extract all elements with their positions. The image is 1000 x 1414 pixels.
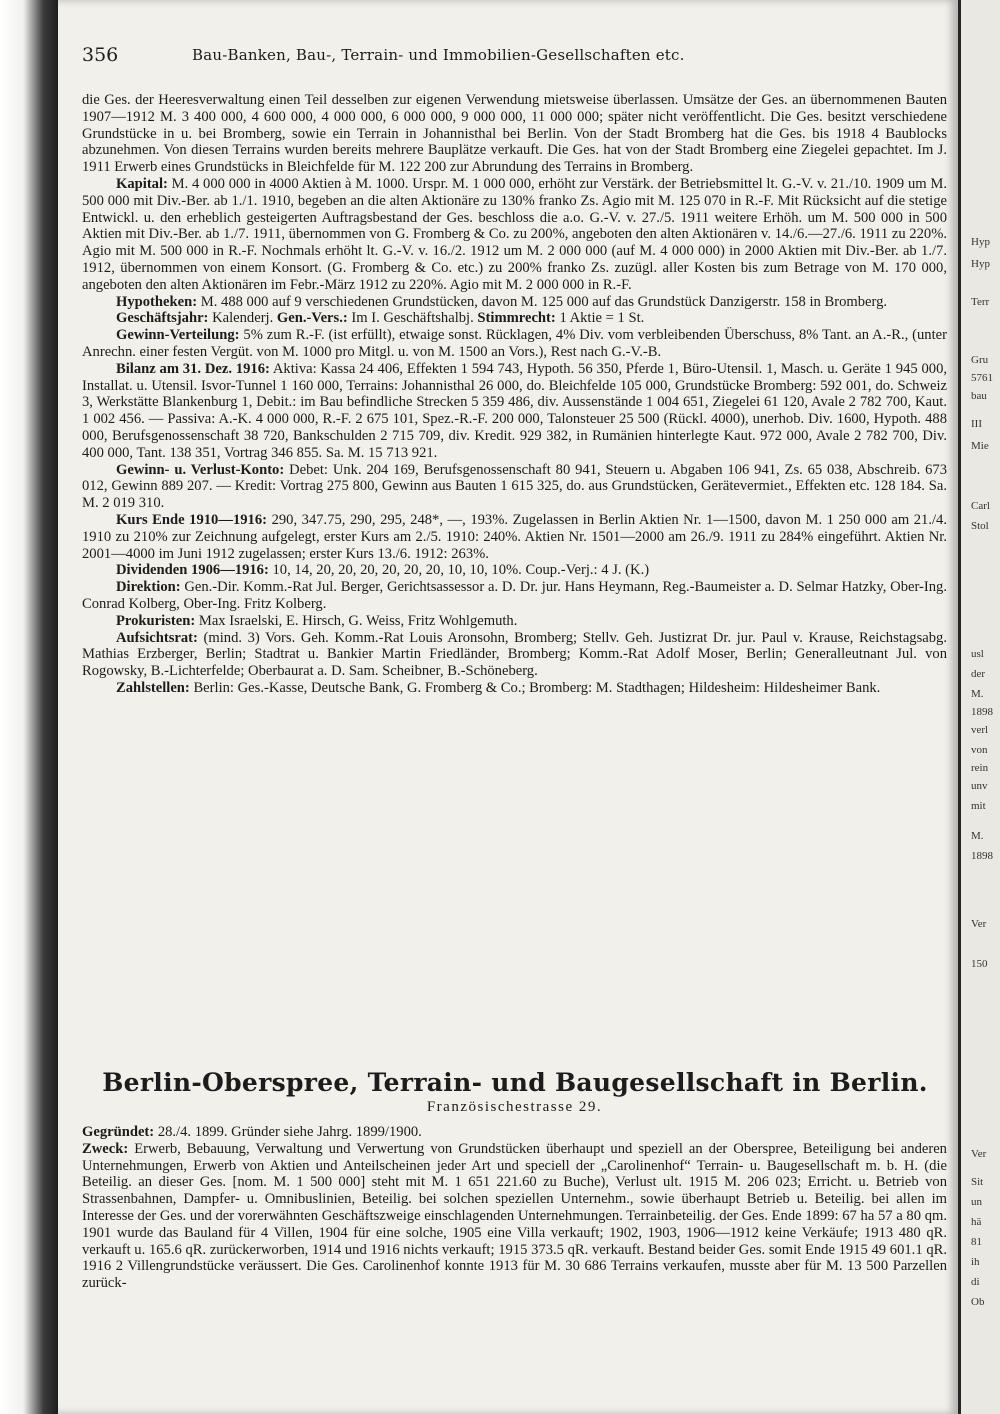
geschaeftsjahr-section [82,310,947,327]
margin-fragment: rein [971,762,989,774]
kurs-text: 290, 347.75, 290, 295, 248*, —, 193%. Zugelassen in Berlin Aktien Nr. 1—1500, davon M. 1 250 000 am 21./4. 1910 zu 210% zur Zeichnung aufgelegt, erster Kurs am 2./5. 1910: 240%. Aktien Nr. 1501—2000 am 26./9. 1911 zu 284% eingeführt. Aktien Nr. 2001—4000 im Juni 1912 zugelassen; erster Kurs 13./6. 1912: 263%. [82,511,947,562]
margin-fragment: bau [971,390,987,402]
direktion-section [82,579,947,613]
facing-page-edge [958,0,1000,1414]
company-address: Französischestrasse 29. [426,1099,603,1115]
margin-fragment: 5761 [971,372,993,384]
margin-fragment: Ver [971,1148,987,1160]
margin-fragment: Mie [971,440,989,452]
kapital-text: M. 4 000 000 in 4000 Aktien à M. 1000. Urspr. M. 1 000 000, erhöht zur Verstärk. der Betriebsmittel lt. G.-V. v. 21./10. 1909 um M. 500 000 mit Div.-Ber. ab 1./1. 1910, begeben an die alten Aktionäre zu 130% franko Zs. Agio mit M. 125 070 in R.-F. Mit Rücksicht auf die stetige Entwickl. u. den erheblich gesteigerten Auftragsbestand der Ges. beschloss die a.o. G.-V. v. 27./5. 1911 weitere Erhöh. um M. 500 000 in 500 Aktien mit Div.-Ber. ab 1./7. 1911, übernommen von G. Fromberg & Co. zu 200%, angeboten den alten Aktionären v. 14./6.—27./6. 1911 zu 220%. Agio mit M. 500 000 in R.-F. Nochmals erhöht lt. G.-V. v. 16./2. 1912 um M. 2 000 000 (auf M. 4 000 000) in 2000 Aktien mit Div.-Ber. ab 1./7. 1912, übernommen von einem Konsort. (G. Fromberg & Co. etc.) zu 200% franko Zs. zuzügl. aller Kosten bis zum Betrage von M. 170 000, angeboten den alten Aktionären im Febr.-März 1912 zu 220%. Agio mit M. 2 000 000 in R.-F. [82,175,947,293]
margin-fragment: ih [971,1256,980,1268]
geschaeftsjahr-text: Kalenderj. [212,310,274,327]
margin-fragment: M. [971,830,984,842]
margin-fragment: hä [971,1216,982,1228]
margin-fragment: von [971,744,988,756]
margin-fragment: un [971,1196,982,1208]
dividenden-section [82,562,947,579]
margin-fragment: M. [971,688,984,700]
aufsichtsrat-section [82,630,947,680]
margin-fragment: di [971,1276,980,1288]
margin-fragment: Ob [971,1296,985,1308]
zahlstellen-section [82,680,947,697]
hypotheken-text: M. 488 000 auf 9 verschiedenen Grundstücken, davon M. 125 000 auf das Grundstück Danzigerstr. 158 in Bromberg. [200,293,888,310]
bilanz-section [82,361,947,462]
prokuristen-section [82,613,947,630]
margin-fragment: 1898 [971,706,993,718]
gewinnverlust-section [82,462,947,512]
bilanz-label: Bilanz am 31. Dez. 1916: [116,360,270,377]
margin-fragment: der [971,668,986,680]
gewinnverteilung-label: Gewinn-Verteilung: [116,327,240,344]
margin-fragment: Gru [971,354,989,366]
kapital-section [82,176,947,294]
running-title: Bau-Banken, Bau-, Terrain- und Immobilien-Gesellschaften etc. [192,46,685,64]
kapital-label: Kapital: [116,175,168,192]
margin-fragment: mit [971,800,986,812]
company-title: Berlin-Oberspree, Terrain- und Baugesellschaft in Berlin. [102,1068,928,1097]
margin-fragment: verl [971,724,989,736]
margin-fragment: Stol [971,520,989,532]
page-number: 356 [82,44,119,66]
genvers-label: Gen.-Vers.: [276,310,348,327]
margin-fragment: Carl [971,500,990,512]
book-binding-left [0,0,58,1414]
margin-fragment: 150 [971,958,988,970]
stimmrecht-label: Stimmrecht: [477,310,556,327]
margin-fragment: III [971,418,982,430]
geschaeftsjahr-label: Geschäftsjahr: [116,310,209,327]
zweck-text: Erwerb, Bebauung, Verwaltung und Verwertung von Grundstücken überhaupt und speziell an der Oberspree, Beteiligung bei anderen Unternehmungen, Erwerb von Aktien und Anteilscheinen jeder Art und speciell der „Carolinenhof“ Terrain- u. Baugesellschaft m. b. H. (die Beteilig. an dieser Ges. [nom. M. 1 500 000] steht mit M. 1 651 221.60 zu Buche), Verlust ult. 1915 M. 206 023; Erricht. u. Betrieb von Strassenbahnen, Dampfer- u. Omnibuslinien, Beteilig. bei solchen speziellen Unternehm., sowie überhaupt Betrieb u. Beteilig. bei allen im Interesse der Ges. und der vorerwähnten Geschäftszweige einschlagenden Unternehmungen. Terrainbeteilig. der Ges. Ende 1899: 67 ha 57 a 80 qm. 1901 wurde das Bauland für 4 Villen, 1904 für eine solche, 1905 eine Villa verkauft; 1902, 1903, 1906—1912 keine Verkäufe; 1913 480 qR. verkauft u. 165.6 qR. zurückerworben, 1914 und 1916 nichts verkauft; 1915 373.5 qR. verkauft. Bestand beider Ges. somit Ende 1915 49 601.1 qR. 1916 2 Villengrundstücke veräussert. Die Ges. Carolinenhof konnte 1913 für M. 30 686 Terrains verkaufen, musste aber für M. 13 500 Parzellen zurück- [82,1140,947,1292]
margin-fragment: Ver [971,918,987,930]
entry-bromberg-continuation [82,92,947,697]
margin-fragment: unv [971,780,988,792]
aufsichtsrat-label: Aufsichtsrat: [116,629,198,646]
gewinnverlust-label: Gewinn- u. Verlust-Konto: [116,461,285,478]
entry-berlin-oberspree [82,1124,947,1292]
dividenden-text: 10, 14, 20, 20, 20, 20, 20, 20, 10, 10, 10%. Coup.-Verj.: 4 J. (K.) [272,562,650,579]
gewinnverlust-text: Debet: Unk. 204 169, Berufsgenossenschaft 80 941, Steuern u. Abgaben 106 941, Zs. 65 038, Abschreib. 673 012, Gewinn 889 207. — Kredit: Vortrag 275 800, Gewinn aus Bauten 1 615 325, do. aus Grundstücken, Gerätevermiet., Effekten etc. 128 184. Sa. M. 2 019 310. [82,461,947,512]
kurs-section [82,512,947,562]
intro-paragraph: die Ges. der Heeresverwaltung einen Teil desselben zur eigenen Verwendung mietsweise überlassen. Umsätze der Ges. an übernommenen Bauten 1907—1912 M. 3 400 000, 4 600 000, 4 000 000, 6 000 000, 9 000 000, 11 000 000; später nicht veröffentlicht. Die Ges. besitzt verschiedene Grundstücke in u. bei Bromberg, sowie ein Terrain in Johannisthal bei Berlin. Von der Stadt Bromberg hat die Ges. bis 1918 4 Baublocks abzunehmen. Von diesen Terrains wurden bereits mehrere Bauplätze verkauft. Die Ges. hat von der Stadt Bromberg eine Ziegelei gepachtet. Im J. 1911 Erwerb eines Grundstücks in Bleichfelde für M. 122 200 zur Abrundung des Terrains in Bromberg. [82,92,947,176]
genvers-text: Im I. Geschäftshalbj. [351,310,474,327]
hypotheken-label: Hypotheken: [116,293,198,310]
zahlstellen-label: Zahlstellen: [116,679,190,696]
margin-fragment: usl [971,648,984,660]
stimmrecht-text: 1 Aktie = 1 St. [559,310,645,327]
gewinnverteilung-text: 5% zum R.-F. (ist erfüllt), etwaige sonst. Rücklagen, 4% Div. vom verbleibenden Überschuss, 8% Tant. an A.-R., (unter Anrechn. einer festen Vergüt. von M. 1000 pro Mitgl. u. von M. 1500 an Vors.), Rest nach G.-V.-B. [82,327,947,360]
prokuristen-text: Max Israelski, E. Hirsch, G. Weiss, Fritz Wohlgemuth. [198,612,518,629]
gegruendet-section [82,1124,947,1141]
margin-fragment: 81 [971,1236,982,1248]
page-header [82,44,842,68]
margin-fragment: 1898 [971,850,993,862]
dividenden-label: Dividenden 1906—1916: [116,562,269,579]
gegruendet-label: Gegründet: [82,1124,155,1140]
zahlstellen-text: Berlin: Ges.-Kasse, Deutsche Bank, G. Fromberg & Co.; Bromberg: M. Stadthagen; Hildesheim: Hildesheimer Bank. [193,679,881,696]
margin-fragment: Terr [971,296,990,308]
aufsichtsrat-text: (mind. 3) Vors. Geh. Komm.-Rat Louis Aronsohn, Bromberg; Stellv. Geh. Justizrat Dr. jur. Paul v. Krause, Reichstagsabg. Mathias Erzberger, Berlin; Stadtrat u. Bankier Martin Friedländer, Bromberg; Komm.-Rat Adolf Moser, Berlin; Generalleutnant Jul. von Rogowsky, B.-Lichterfelde; Oberbaurat a. D. Sam. Scheibner, B.-Schöneberg. [82,629,947,680]
direktion-label: Direktion: [116,579,181,596]
margin-fragment: Sit [971,1176,984,1188]
zweck-label: Zweck: [82,1140,129,1157]
gegruendet-text: 28./4. 1899. Gründer siehe Jahrg. 1899/1900. [157,1124,422,1140]
margin-fragment: Hyp [971,236,990,248]
hypotheken-section [82,294,947,311]
gewinnverteilung-section [82,327,947,361]
margin-fragment: Hyp [971,258,990,270]
zweck-section [82,1141,947,1292]
direktion-text: Gen.-Dir. Komm.-Rat Jul. Berger, Gerichtsassessor a. D. Dr. jur. Hans Heymann, Reg.-Baumeister a. D. Selmar Hatzky, Ober-Ing. Conrad Kolberg, Ober-Ing. Fritz Kolberg. [82,579,947,612]
kurs-label: Kurs Ende 1910—1916: [116,511,267,528]
prokuristen-label: Prokuristen: [116,612,196,629]
bilanz-text: Aktiva: Kassa 24 406, Effekten 1 594 743, Hypoth. 56 350, Pferde 1, Büro-Utensil. 1, Masch. u. Geräte 1 945 000, Installat. u. Utensil. Isvor-Tunnel 1 160 000, Terrains: Johannisthal 26 000, do. Bleichfelde 105 000, Grundstücke Bromberg: 592 001, do. Schweiz 3, Werkstätte Blankenburg 1, Debit.: im Bau befindliche Strecken 5 359 486, div. Aussenstände 1 004 651, Ziegelei 61 120, Avale 2 782 700, Kaut. 1 002 456. — Passiva: A.-K. 4 000 000, R.-F. 2 675 101, Spez.-R.-F. 200 000, Talonsteuer 25 500 (Rückl. 4000), unerhob. Div. 1600, Hypoth. 488 000, Berufsgenossenschaft 38 720, Bankschulden 2 715 709, div. Kredit. 929 382, in Rumänien hinterlegte Kaut. 972 000, Avale 2 782 700, Div. 400 000, Tant. 138 351, Vortrag 346 855. Sa. M. 15 713 921. [82,360,948,461]
